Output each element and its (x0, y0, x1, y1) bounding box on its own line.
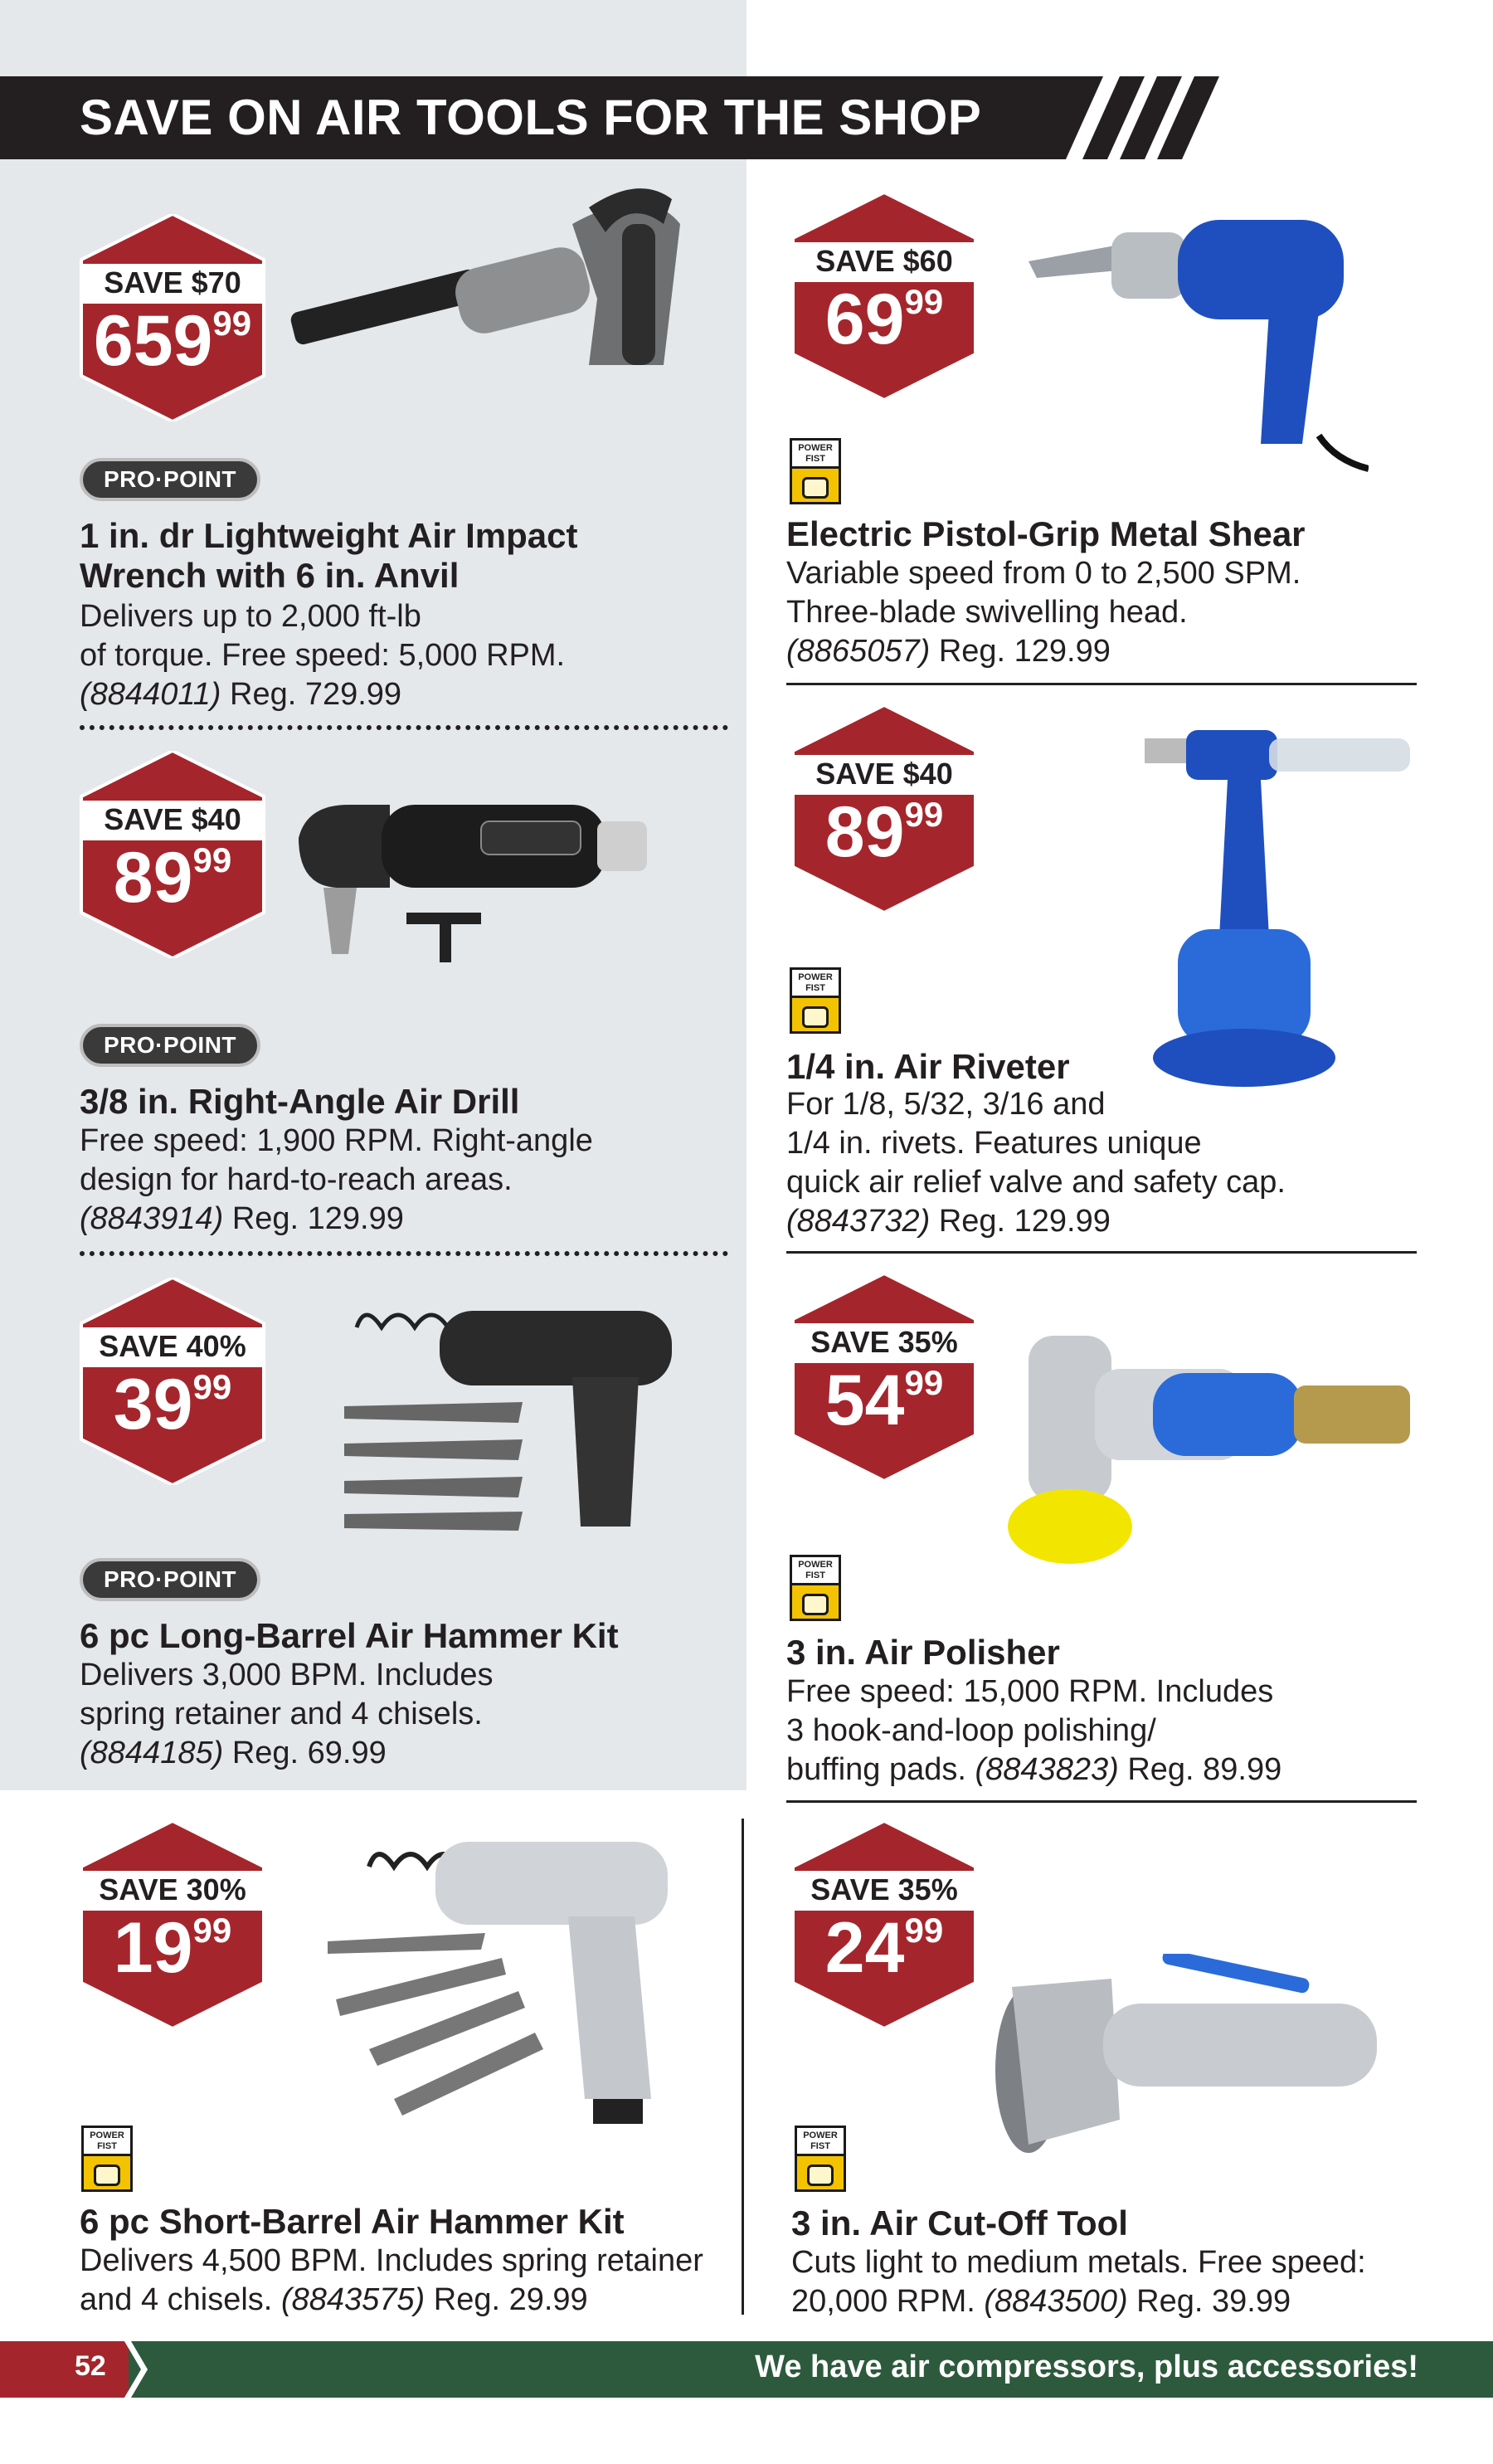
save-amount: SAVE 30% (99, 1872, 246, 1906)
sale-price: 2499 (824, 1908, 944, 1988)
divider (786, 1800, 1417, 1803)
product-description: Cuts light to medium metals. Free speed: (791, 2245, 1366, 2280)
cut-off-tool-image (979, 1954, 1393, 2161)
product-title: Electric Pistol-Grip Metal Shear (786, 514, 1306, 553)
price-badge (75, 214, 270, 421)
product-sku-price: 20,000 RPM. (8843500) Reg. 39.99 (791, 2284, 1291, 2319)
sale-price: 65999 (93, 301, 252, 381)
product-description: of torque. Free speed: 5,000 RPM. (80, 638, 566, 673)
page-number: 52 (75, 2350, 106, 2382)
air-polisher-image (1004, 1319, 1435, 1576)
product-description: Delivers 3,000 BPM. Includes (80, 1658, 494, 1692)
price-badge (786, 192, 982, 400)
air-drill-image (290, 788, 705, 1012)
sale-price: 3999 (113, 1365, 232, 1444)
product-sku-price: (8844185) Reg. 69.99 (80, 1736, 387, 1770)
pro-point-logo: PRO·POINT (80, 458, 260, 501)
product-description: design for hard-to-reach areas. (80, 1162, 513, 1197)
pro-point-logo: PRO·POINT (80, 1024, 260, 1067)
product-description: Variable speed from 0 to 2,500 SPM. (786, 556, 1301, 591)
product-description: spring retainer and 4 chisels. (80, 1697, 483, 1731)
save-amount: SAVE $40 (104, 802, 241, 836)
product-sku-price: (8843732) Reg. 129.99 (786, 1204, 1111, 1239)
product-sku-price: (8843914) Reg. 129.99 (80, 1201, 404, 1236)
product-title: 1 in. dr Lightweight Air Impact (80, 516, 578, 555)
divider (786, 683, 1417, 685)
price-badge (786, 705, 982, 913)
product-title: Wrench with 6 in. Anvil (80, 556, 460, 595)
product-title: 3 in. Air Cut-Off Tool (791, 2203, 1128, 2242)
divider (786, 1251, 1417, 1254)
sale-price: 1999 (113, 1908, 232, 1988)
impact-wrench-image (274, 174, 705, 398)
sale-price: 8999 (113, 838, 232, 918)
footer-chevron (124, 2341, 149, 2398)
product-title: 6 pc Short-Barrel Air Hammer Kit (80, 2202, 625, 2241)
pro-point-logo: PRO·POINT (80, 1558, 260, 1601)
product-description: Free speed: 1,900 RPM. Right-angle (80, 1123, 593, 1158)
power-fist-logo: POWER FIST (790, 1555, 841, 1621)
short-barrel-hammer-image (319, 1833, 684, 2140)
header-banner (0, 76, 1161, 159)
product-title: 3/8 in. Right-Angle Air Drill (80, 1082, 520, 1121)
product-description: For 1/8, 5/32, 3/16 and (786, 1087, 1106, 1122)
product-title: 6 pc Long-Barrel Air Hammer Kit (80, 1616, 619, 1655)
price-badge (75, 751, 270, 958)
save-amount: SAVE $70 (104, 265, 241, 299)
power-fist-logo: POWER FIST (81, 2126, 133, 2192)
save-amount: SAVE $40 (815, 757, 953, 791)
price-badge (786, 1821, 982, 2028)
page-number-tab (0, 2341, 133, 2398)
power-fist-logo: POWER FIST (790, 438, 841, 504)
power-fist-logo: POWER FIST (790, 967, 841, 1034)
product-description: Delivers up to 2,000 ft-lb (80, 599, 421, 634)
product-sku-price: buffing pads. (8843823) Reg. 89.99 (786, 1752, 1282, 1787)
save-amount: SAVE $60 (815, 244, 953, 278)
metal-shear-image (1020, 212, 1369, 485)
product-title: 1/4 in. Air Riveter (786, 1047, 1070, 1086)
divider (80, 1251, 728, 1256)
page-title: SAVE ON AIR TOOLS FOR THE SHOP (80, 90, 982, 145)
sale-price: 8999 (824, 792, 944, 872)
price-badge (75, 1278, 270, 1485)
sale-price: 5499 (824, 1361, 944, 1440)
save-amount: SAVE 35% (810, 1325, 958, 1359)
column-divider (742, 1819, 744, 2315)
divider (80, 725, 728, 730)
product-sku-price: (8844011) Reg. 729.99 (80, 677, 402, 712)
product-description: quick air relief valve and safety cap. (786, 1165, 1286, 1200)
price-badge (75, 1821, 270, 2028)
product-sku-price: (8865057) Reg. 129.99 (786, 634, 1111, 669)
air-riveter-image (1136, 722, 1427, 1112)
product-description: 1/4 in. rivets. Features unique (786, 1126, 1202, 1161)
long-barrel-hammer-image (340, 1294, 688, 1543)
product-title: 3 in. Air Polisher (786, 1633, 1060, 1672)
product-description: Three-blade swivelling head. (786, 595, 1188, 630)
product-description: Delivers 4,500 BPM. Includes spring retainer (80, 2243, 703, 2278)
product-description: Free speed: 15,000 RPM. Includes (786, 1674, 1274, 1709)
sale-price: 6999 (824, 280, 944, 359)
product-sku-price: and 4 chisels. (8843575) Reg. 29.99 (80, 2282, 588, 2317)
product-description: 3 hook-and-loop polishing/ (786, 1713, 1156, 1748)
price-badge (786, 1273, 982, 1481)
power-fist-logo: POWER FIST (795, 2126, 846, 2192)
save-amount: SAVE 40% (99, 1329, 246, 1363)
save-amount: SAVE 35% (810, 1872, 958, 1906)
footer-tagline: We have air compressors, plus accessories! (755, 2350, 1418, 2384)
